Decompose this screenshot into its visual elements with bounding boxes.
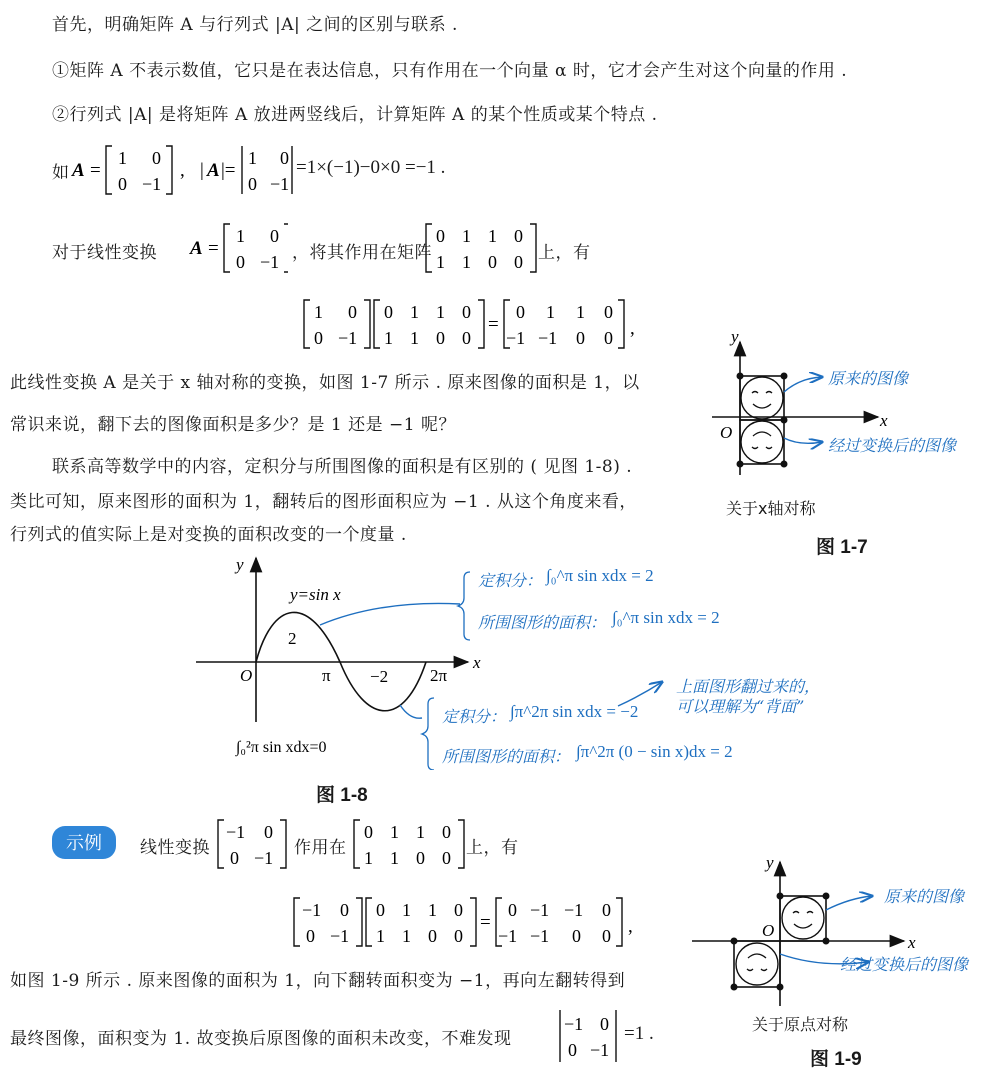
svg-text:0: 0 bbox=[364, 822, 373, 842]
symmetry-line-1: 此线性变换 A 是关于 x 轴对称的变换，如图 1-7 所示 . 原来图像的面积是 1，以 bbox=[10, 373, 640, 393]
svg-text:0: 0 bbox=[602, 926, 611, 946]
svg-text:0: 0 bbox=[314, 328, 323, 348]
svg-text:0: 0 bbox=[516, 302, 525, 322]
svg-text:0: 0 bbox=[118, 174, 127, 194]
example-suffix-text: 上，有 bbox=[466, 838, 519, 858]
svg-text:=: = bbox=[488, 314, 499, 335]
svg-text:1: 1 bbox=[436, 302, 445, 322]
fig17-y-label: y bbox=[731, 327, 739, 346]
svg-text:1: 1 bbox=[248, 148, 257, 168]
fig18-note-3-value: ∫π^2π sin xdx = −2 bbox=[510, 702, 639, 721]
fig18-origin: O bbox=[240, 666, 253, 685]
fig18-area-bottom: −2 bbox=[370, 667, 389, 686]
fig19-subtitle: 关于原点对称 bbox=[752, 1015, 849, 1034]
fig18-caption: 图 1-8 bbox=[316, 785, 368, 806]
symmetry-line-2: 常识来说，翻下去的图像面积是多少？是 1 还是 −1 呢？ bbox=[10, 415, 456, 435]
svg-text:1: 1 bbox=[410, 328, 419, 348]
fig18-curve-label: y=sin x bbox=[290, 585, 341, 604]
fig19-note-original: 原来的图像 bbox=[884, 887, 965, 906]
svg-text:1: 1 bbox=[390, 822, 399, 842]
svg-text:1: 1 bbox=[118, 148, 127, 168]
example-matrix-b bbox=[216, 814, 296, 874]
svg-text:,: , bbox=[180, 160, 185, 181]
svg-text:1: 1 bbox=[428, 900, 437, 920]
fig17-note-transformed: 经过变换后的图像 bbox=[828, 436, 957, 455]
svg-text:0: 0 bbox=[436, 328, 445, 348]
svg-text:1: 1 bbox=[402, 900, 411, 920]
fig19-y-label: y bbox=[766, 853, 774, 872]
fig17-note-original: 原来的图像 bbox=[828, 369, 909, 388]
svg-text:|=: |= bbox=[221, 160, 236, 181]
link-line-3: 行列式的值实际上是对变换的面积改变的一个度量 . bbox=[10, 525, 407, 545]
svg-text:0: 0 bbox=[462, 302, 471, 322]
fig18-side-note-2: 可以理解为“背面” bbox=[676, 697, 805, 716]
svg-text:=: = bbox=[90, 160, 101, 181]
svg-text:1: 1 bbox=[314, 302, 323, 322]
svg-text:0: 0 bbox=[454, 926, 463, 946]
svg-text:0: 0 bbox=[442, 822, 451, 842]
svg-text:−1: −1 bbox=[260, 252, 280, 272]
svg-text:0: 0 bbox=[442, 848, 451, 868]
final-line-1: 如图 1-9 所示 . 原来图像的面积为 1，向下翻转面积变为 −1，再向左翻转得到 bbox=[10, 971, 626, 991]
svg-text:=: = bbox=[480, 912, 491, 933]
svg-text:−1: −1 bbox=[226, 822, 246, 842]
svg-text:|: | bbox=[200, 160, 204, 181]
fig18-area-top: 2 bbox=[288, 629, 297, 648]
svg-text:0: 0 bbox=[152, 148, 161, 168]
svg-text:1: 1 bbox=[576, 302, 585, 322]
figure-1-9 bbox=[690, 850, 1000, 1020]
fig17-x-label: x bbox=[880, 411, 888, 430]
svg-text:0: 0 bbox=[416, 848, 425, 868]
svg-text:0: 0 bbox=[236, 252, 245, 272]
svg-text:0: 0 bbox=[572, 926, 581, 946]
point-2: ②行列式 |A| 是将矩阵 A 放进两竖线后，计算矩阵 A 的某个性质或某个特点 . bbox=[52, 105, 658, 125]
transform-prefix: 对于线性变换 bbox=[52, 243, 157, 263]
fig18-side-note-1: 上面图形翻过来的， bbox=[676, 677, 821, 696]
svg-text:0: 0 bbox=[454, 900, 463, 920]
point-1: ①矩阵 A 不表示数值，它只是在表达信息，只有作用在一个向量 α 时，它才会产生对这个向量的作用 . bbox=[52, 61, 848, 81]
svg-text:,: , bbox=[628, 916, 633, 937]
svg-text:=: = bbox=[208, 238, 219, 259]
fig17-origin: O bbox=[720, 423, 733, 442]
fig18-note-1-label: 定积分： bbox=[478, 571, 543, 590]
fig19-caption: 图 1-9 bbox=[810, 1049, 862, 1070]
fig19-origin: O bbox=[762, 921, 775, 940]
svg-text:0: 0 bbox=[600, 1014, 609, 1034]
example-prefix: 如 bbox=[52, 163, 70, 183]
example-prefix-text: 线性变换 bbox=[140, 838, 210, 858]
svg-text:,: , bbox=[630, 318, 635, 339]
svg-text:1: 1 bbox=[436, 252, 445, 272]
svg-text:−1: −1 bbox=[530, 900, 550, 920]
svg-text:0: 0 bbox=[604, 302, 613, 322]
intro-line: 首先，明确矩阵 A 与行列式 |A| 之间的区别与联系 . bbox=[52, 15, 458, 35]
transform-suffix: 上，有 bbox=[538, 243, 591, 263]
svg-text:0: 0 bbox=[348, 302, 357, 322]
svg-text:0: 0 bbox=[306, 926, 315, 946]
link-line-2: 类比可知，原来图形的面积为 1，翻转后的图形面积应为 −1 . 从这个角度来看， bbox=[10, 492, 637, 512]
fig18-x-label: x bbox=[473, 653, 481, 672]
svg-text:−1: −1 bbox=[564, 900, 584, 920]
svg-text:0: 0 bbox=[264, 822, 273, 842]
svg-text:0: 0 bbox=[514, 226, 523, 246]
transform-matrix-square bbox=[424, 218, 544, 278]
svg-text:1: 1 bbox=[462, 226, 471, 246]
svg-text:1: 1 bbox=[364, 848, 373, 868]
svg-text:−1: −1 bbox=[302, 900, 322, 920]
product-equation-1 bbox=[302, 294, 652, 354]
example-badge: 示例 bbox=[52, 826, 116, 859]
svg-text:−1: −1 bbox=[254, 848, 274, 868]
svg-text:−1: −1 bbox=[564, 1014, 584, 1034]
svg-text:−1: −1 bbox=[142, 174, 162, 194]
svg-text:−1: −1 bbox=[330, 926, 350, 946]
svg-text:−1: −1 bbox=[530, 926, 550, 946]
fig17-subtitle: 关于x轴对称 bbox=[726, 499, 816, 518]
final-line-2: 最终图像，面积变为 1. 故变换后原图像的面积未改变，不难发现 bbox=[10, 1029, 512, 1049]
svg-text:−1: −1 bbox=[270, 174, 290, 194]
fig18-note-2-label: 所围图形的面积： bbox=[478, 613, 607, 632]
fig18-tick-2pi: 2π bbox=[430, 666, 448, 685]
svg-text:0: 0 bbox=[428, 926, 437, 946]
fig18-note-3-label: 定积分： bbox=[442, 707, 507, 726]
fig18-note-4-value: ∫π^2π (0 − sin x)dx = 2 bbox=[576, 742, 733, 761]
svg-text:1: 1 bbox=[402, 926, 411, 946]
svg-text:−1: −1 bbox=[498, 926, 518, 946]
transform-matrix-a bbox=[188, 218, 288, 278]
svg-text:1: 1 bbox=[376, 926, 385, 946]
svg-text:1: 1 bbox=[546, 302, 555, 322]
svg-text:0: 0 bbox=[576, 328, 585, 348]
svg-text:−1: −1 bbox=[338, 328, 358, 348]
svg-text:A: A bbox=[190, 238, 203, 259]
fig18-note-4-label: 所围图形的面积： bbox=[442, 747, 571, 766]
svg-text:1: 1 bbox=[410, 302, 419, 322]
svg-text:−1: −1 bbox=[590, 1040, 610, 1060]
fig17-caption: 图 1-7 bbox=[816, 537, 868, 558]
svg-text:A: A bbox=[207, 160, 220, 181]
svg-text:1: 1 bbox=[416, 822, 425, 842]
svg-text:0: 0 bbox=[384, 302, 393, 322]
fig18-leaders bbox=[300, 560, 680, 770]
svg-text:1: 1 bbox=[488, 226, 497, 246]
fig18-note-1-value: ∫₀^π sin xdx = 2 bbox=[546, 566, 654, 585]
svg-text:1: 1 bbox=[462, 252, 471, 272]
fig18-tick-pi: π bbox=[322, 666, 331, 685]
svg-text:0: 0 bbox=[280, 148, 289, 168]
svg-text:0: 0 bbox=[602, 900, 611, 920]
fig18-integral-label: ∫₀²π sin xdx=0 bbox=[236, 739, 327, 756]
svg-text:0: 0 bbox=[248, 174, 257, 194]
svg-text:1: 1 bbox=[236, 226, 245, 246]
svg-text:0: 0 bbox=[514, 252, 523, 272]
svg-text:1: 1 bbox=[390, 848, 399, 868]
fig18-y-label: y bbox=[236, 555, 244, 574]
svg-text:0: 0 bbox=[508, 900, 517, 920]
final-determinant bbox=[556, 1006, 626, 1066]
example-mid-text: 作用在 bbox=[294, 838, 347, 858]
svg-text:1: 1 bbox=[384, 328, 393, 348]
svg-text:A: A bbox=[72, 160, 85, 181]
svg-text:0: 0 bbox=[462, 328, 471, 348]
transform-mid: ，将其作用在矩阵 bbox=[292, 243, 432, 263]
svg-text:0: 0 bbox=[270, 226, 279, 246]
example-matrix-square bbox=[352, 814, 472, 874]
link-line-1: 联系高等数学中的内容，定积分与所围图像的面积是有区别的 ( 见图 1-8) . bbox=[52, 457, 633, 477]
svg-text:−1: −1 bbox=[538, 328, 558, 348]
svg-text:−1: −1 bbox=[506, 328, 526, 348]
svg-text:0: 0 bbox=[488, 252, 497, 272]
svg-text:0: 0 bbox=[230, 848, 239, 868]
svg-text:0: 0 bbox=[376, 900, 385, 920]
fig18-note-2-value: ∫₀^π sin xdx = 2 bbox=[612, 608, 720, 627]
product-equation-2 bbox=[292, 892, 652, 952]
final-result: =1 . bbox=[624, 1023, 654, 1044]
example-result: =1×(−1)−0×0 =−1 . bbox=[296, 157, 446, 178]
svg-text:0: 0 bbox=[340, 900, 349, 920]
svg-text:0: 0 bbox=[568, 1040, 577, 1060]
fig19-note-transformed: 经过变换后的图像 bbox=[840, 955, 969, 974]
svg-text:0: 0 bbox=[436, 226, 445, 246]
svg-text:0: 0 bbox=[604, 328, 613, 348]
fig19-x-label: x bbox=[908, 933, 916, 952]
